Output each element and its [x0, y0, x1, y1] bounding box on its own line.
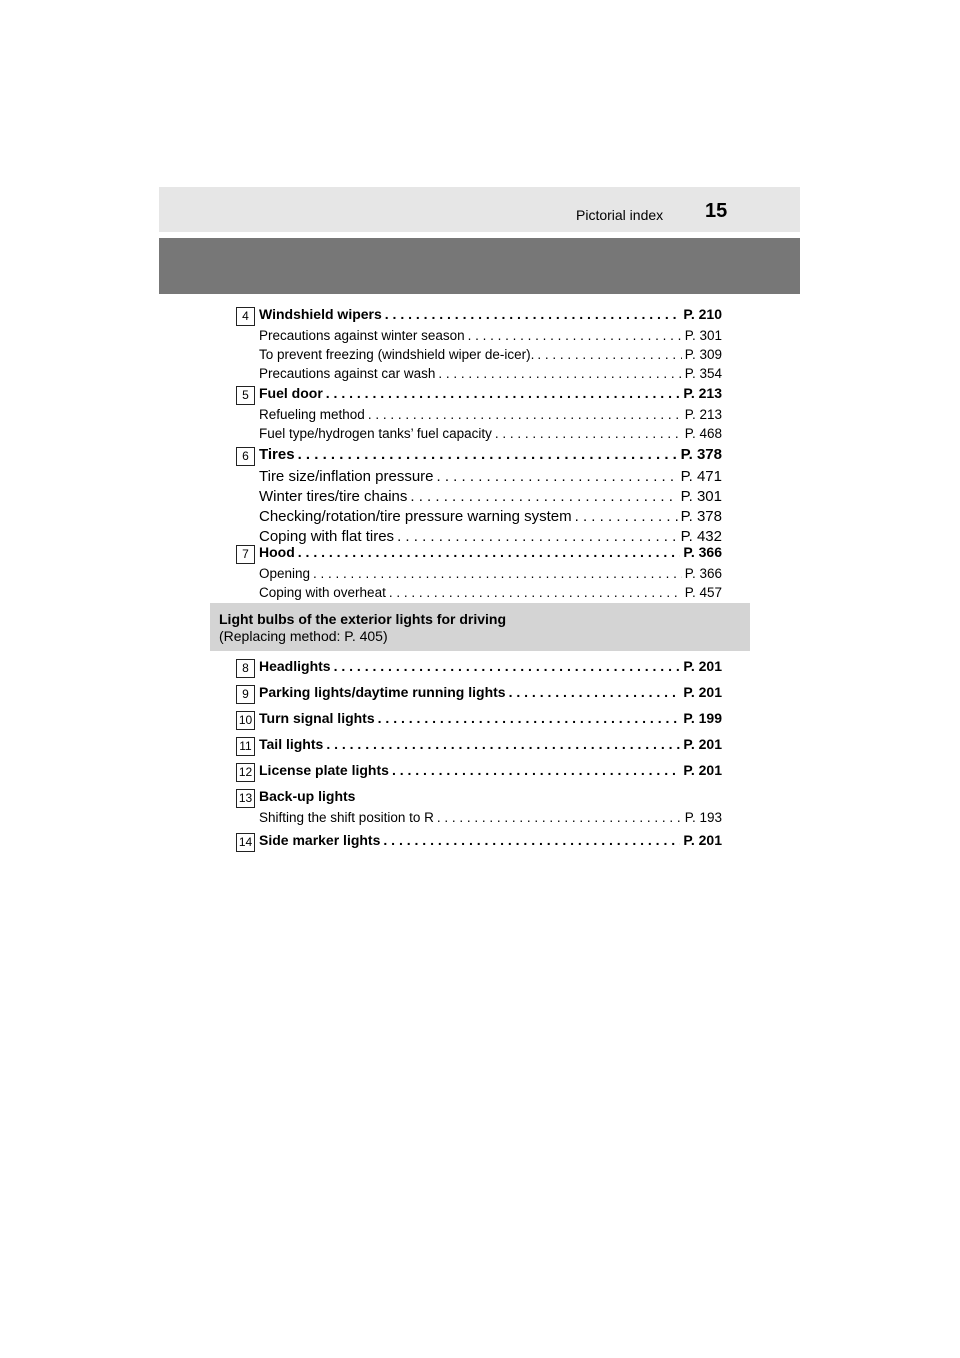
page-ref: P. 432 — [680, 528, 722, 545]
entry-main-row[interactable] — [259, 832, 722, 854]
page-ref: P. 378 — [680, 446, 722, 463]
header-band — [159, 187, 800, 232]
sub-entry-label: Precautions against car wash — [259, 366, 436, 381]
entry-windshield-wipers — [259, 306, 722, 385]
sub-entry-row[interactable] — [259, 407, 722, 426]
page-ref: P. 201 — [683, 832, 722, 848]
entry-main-row[interactable] — [259, 658, 722, 680]
sub-entry-row[interactable] — [259, 566, 722, 585]
dot-leader — [313, 566, 682, 581]
entry-main-row[interactable] — [259, 544, 722, 566]
item-number-4: 4 — [236, 307, 255, 326]
entry-main-row — [259, 788, 722, 810]
sub-entry-row[interactable] — [259, 508, 722, 528]
item-number-14: 14 — [236, 833, 255, 852]
dot-leader — [298, 446, 678, 463]
item-number-12: 12 — [236, 763, 255, 782]
entry-main-row[interactable] — [259, 446, 722, 468]
sub-entry-label: Tire size/inflation pressure — [259, 468, 434, 485]
entry-title: Back-up lights — [259, 788, 356, 804]
dot-leader — [334, 658, 681, 674]
entry-headlights — [259, 658, 722, 680]
sub-entry-label: Checking/rotation/tire pressure warning system — [259, 508, 572, 525]
page-ref: P. 201 — [683, 762, 722, 778]
page-number: 15 — [705, 200, 728, 222]
page-ref: P. 354 — [684, 366, 722, 381]
entry-title: Fuel door — [259, 385, 323, 401]
page-ref: P. 193 — [684, 810, 722, 825]
page-ref: P. 457 — [684, 585, 722, 600]
entry-main-row[interactable] — [259, 762, 722, 784]
dot-leader — [326, 385, 681, 401]
page-ref: P. 201 — [683, 736, 722, 752]
item-number-7: 7 — [236, 545, 255, 564]
page-ref: P. 201 — [683, 658, 722, 674]
sub-entry-label: Shifting the shift position to R — [259, 810, 434, 825]
dot-leader — [368, 407, 682, 422]
sub-entry-label: To prevent freezing (windshield wiper de-icer). — [259, 347, 535, 362]
entry-hood — [259, 544, 722, 604]
dot-leader — [385, 306, 681, 322]
section-title: Light bulbs of the exterior lights for driving — [219, 611, 506, 627]
sub-entry-row[interactable] — [259, 810, 722, 829]
entry-side-marker-lights — [259, 832, 722, 854]
item-number-11: 11 — [236, 737, 255, 756]
dot-leader — [389, 585, 682, 600]
page-ref: P. 301 — [680, 488, 722, 505]
dot-leader — [397, 528, 678, 545]
page-ref: P. 301 — [684, 328, 722, 343]
dot-leader — [438, 366, 681, 381]
entry-title: Tires — [259, 446, 295, 463]
sub-entry-row[interactable] — [259, 468, 722, 488]
dot-leader — [410, 488, 677, 505]
sub-entry-label: Winter tires/tire chains — [259, 488, 408, 505]
dot-leader — [575, 508, 678, 525]
item-number-5: 5 — [236, 386, 255, 405]
entry-main-row[interactable] — [259, 684, 722, 706]
page-ref: P. 378 — [680, 508, 722, 525]
entry-turn-signal-lights — [259, 710, 722, 732]
dot-leader — [468, 328, 682, 343]
page-ref: P. 210 — [683, 306, 722, 322]
entry-title: Hood — [259, 544, 295, 560]
sub-entry-row[interactable] — [259, 347, 722, 366]
entry-tail-lights — [259, 736, 722, 758]
page-ref: P. 468 — [684, 426, 722, 441]
sub-entry-label: Refueling method — [259, 407, 365, 422]
sub-entry-label: Coping with flat tires — [259, 528, 395, 545]
entry-title: Turn signal lights — [259, 710, 375, 726]
header-title: Pictorial index — [576, 207, 664, 223]
page-ref: P. 199 — [683, 710, 722, 726]
dot-leader — [509, 684, 681, 700]
page-ref: P. 471 — [680, 468, 722, 485]
item-number-13: 13 — [236, 789, 255, 808]
entry-title: Tail lights — [259, 736, 324, 752]
dot-leader — [378, 710, 681, 726]
entry-title: Windshield wipers — [259, 306, 382, 322]
dot-leader — [495, 426, 682, 441]
item-number-8: 8 — [236, 659, 255, 678]
sub-entry-row[interactable] — [259, 426, 722, 445]
entry-main-row[interactable] — [259, 736, 722, 758]
sub-entry-row[interactable] — [259, 366, 722, 385]
page-ref: P. 309 — [684, 347, 722, 362]
sub-entry-label: Fuel type/hydrogen tanks’ fuel capacity — [259, 426, 492, 441]
dot-leader — [298, 544, 681, 560]
page-ref: P. 213 — [684, 407, 722, 422]
page-ref: P. 366 — [683, 544, 722, 560]
page-ref: P. 201 — [683, 684, 722, 700]
entry-title: Parking lights/daytime running lights — [259, 684, 506, 700]
dot-leader — [383, 832, 680, 848]
dot-leader — [537, 347, 681, 362]
item-number-9: 9 — [236, 685, 255, 704]
entry-main-row[interactable] — [259, 385, 722, 407]
page-ref: P. 213 — [683, 385, 722, 401]
sub-entry-row[interactable] — [259, 328, 722, 347]
entry-tires — [259, 446, 722, 548]
dot-leader — [326, 736, 680, 752]
item-number-6: 6 — [236, 447, 255, 466]
entry-license-plate-lights — [259, 762, 722, 784]
page-ref: P. 366 — [684, 566, 722, 581]
entry-title: License plate lights — [259, 762, 389, 778]
entry-parking-lights — [259, 684, 722, 706]
entry-fuel-door — [259, 385, 722, 445]
dot-leader — [437, 810, 682, 825]
section-subtitle: (Replacing method: P. 405) — [219, 628, 388, 644]
sub-entry-row[interactable] — [259, 488, 722, 508]
entry-main-row[interactable] — [259, 710, 722, 732]
sub-entry-label: Coping with overheat — [259, 585, 386, 600]
item-number-10: 10 — [236, 711, 255, 730]
sub-entry-label: Precautions against winter season — [259, 328, 465, 343]
sub-entry-label: Opening — [259, 566, 311, 581]
entry-main-row[interactable] — [259, 306, 722, 328]
entry-title: Headlights — [259, 658, 331, 674]
entry-back-up-lights — [259, 788, 722, 829]
dot-leader — [392, 762, 680, 778]
sub-entry-row[interactable] — [259, 585, 722, 604]
entry-title: Side marker lights — [259, 832, 381, 848]
dark-banner — [159, 238, 800, 294]
dot-leader — [437, 468, 678, 485]
